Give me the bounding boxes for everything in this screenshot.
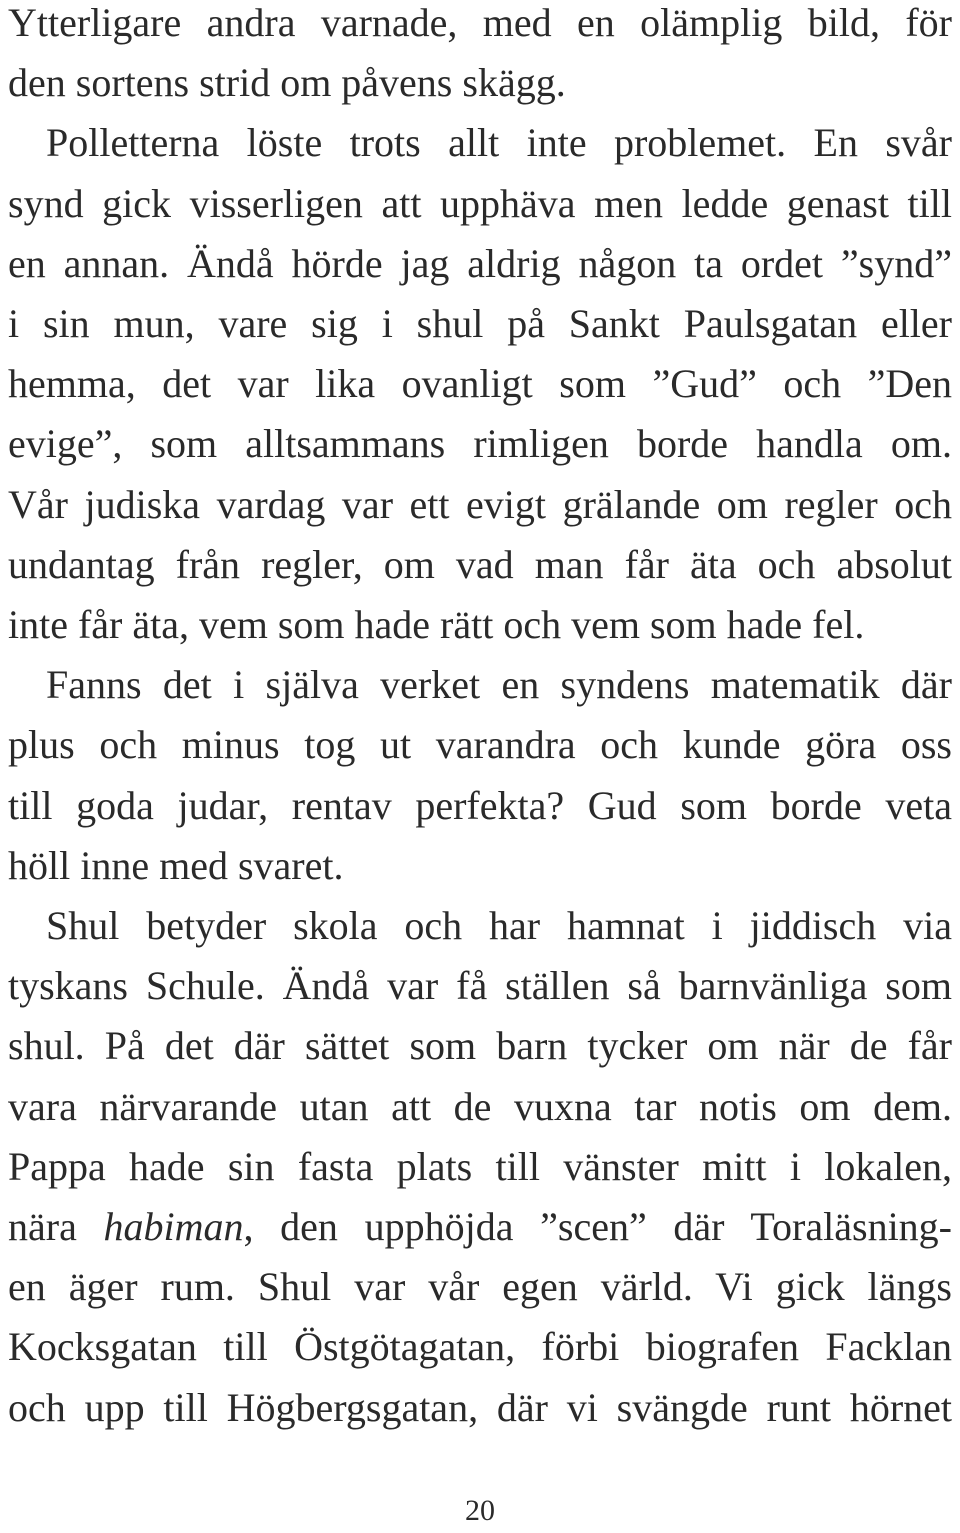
- page-number: 20: [465, 1494, 495, 1527]
- text-line: vara närvarande utan att de vuxna tar notis om dem.: [8, 1083, 952, 1129]
- text-line: undantag från regler, om vad man får äta och absolut: [8, 541, 952, 587]
- text-segment: nära: [8, 1204, 104, 1250]
- text-line: höll inne med svaret.: [8, 842, 344, 888]
- text-line: i sin mun, vare sig i shul på Sankt Paulsgatan eller: [8, 301, 952, 347]
- body-text: [8, 0, 952, 1438]
- text-line: Vår judiska vardag var ett evigt grälande om regler och: [8, 481, 952, 527]
- text-line: Kocksgatan till Östgötagatan, förbi biografen Facklan: [8, 1324, 952, 1370]
- text-line: inte får äta, vem som hade rätt och vem som hade fel.: [8, 602, 865, 648]
- text-line: en äger rum. Shul var vår egen värld. Vi gick längs: [8, 1264, 952, 1310]
- text-line: hemma, det var lika ovanligt som ”Gud” och ”Den: [8, 361, 952, 407]
- text-line: Pappa hade sin fasta plats till vänster mitt i lokalen,: [8, 1143, 952, 1189]
- text-line: till goda judar, rentav perfekta? Gud som borde veta: [8, 782, 952, 828]
- text-line: Fanns det i själva verket en syndens matematik där: [46, 662, 952, 708]
- text-segment: , den upphöjda ”scen” där Toraläsning-: [243, 1204, 952, 1250]
- text-line: shul. På det där sättet som barn tycker om när de får: [8, 1023, 952, 1069]
- text-line: [8, 1197, 952, 1257]
- italic-term: habiman: [103, 1204, 244, 1250]
- text-line: Shul betyder skola och har hamnat i jiddisch via: [46, 903, 952, 949]
- text-line: tyskans Schule. Ändå var få ställen så barnvänliga som: [8, 963, 952, 1009]
- text-line: och upp till Högbergsgatan, där vi svängde runt hörnet: [8, 1384, 952, 1430]
- text-line: Polletterna löste trots allt inte problemet. En svår: [46, 120, 952, 166]
- text-line: synd gick visserligen att upphäva men ledde genast till: [8, 180, 952, 226]
- text-line: evige”, som alltsammans rimligen borde handla om.: [8, 421, 952, 467]
- text-line: den sortens strid om påvens skägg.: [8, 60, 566, 106]
- text-line: Ytterligare andra varnade, med en olämplig bild, för: [8, 0, 952, 45]
- text-line: plus och minus tog ut varandra och kunde göra oss: [8, 722, 952, 768]
- text-line: en annan. Ändå hörde jag aldrig någon ta ordet ”synd”: [8, 240, 952, 286]
